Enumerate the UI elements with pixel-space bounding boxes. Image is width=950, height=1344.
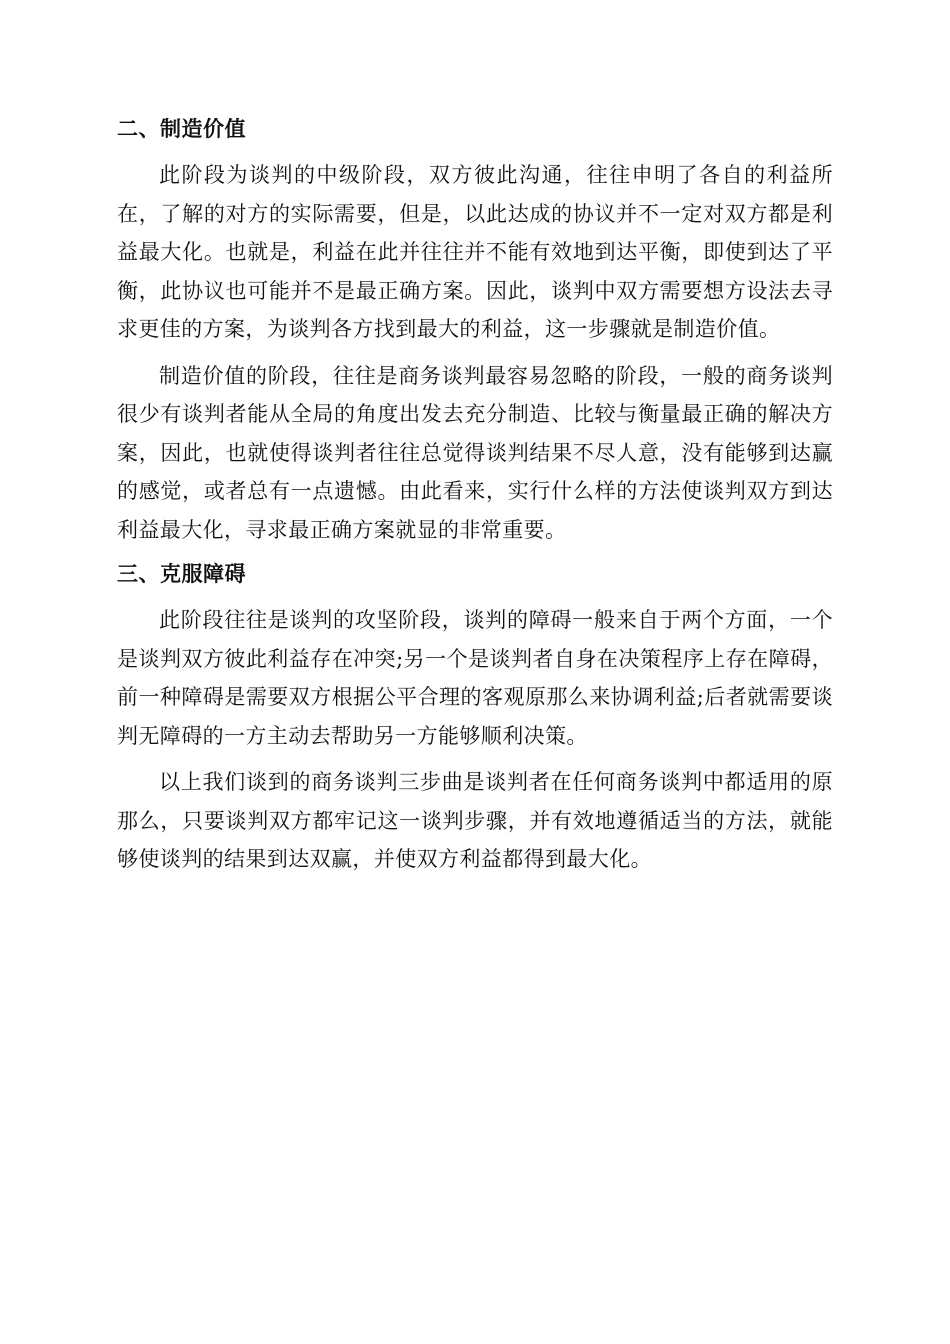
paragraph: 以上我们谈到的商务谈判三步曲是谈判者在任何商务谈判中都适用的原那么，只要谈判双方都牢记这一谈判步骤，并有效地遵循适当的方法，就能够使谈判的结果到达双赢，并使双方利益都得到最大化。 bbox=[117, 770, 833, 871]
paragraph: 此阶段往往是谈判的攻坚阶段，谈判的障碍一般来自于两个方面，一个是谈判双方彼此利益存在冲突;另一个是谈判者自身在决策程序上存在障碍，前一种障碍是需要双方根据公平合理的客观原那么来协调利益;后者就需要谈判无障碍的一方主动去帮助另一方能够顺利决策。 bbox=[117, 608, 833, 748]
document-body bbox=[117, 112, 833, 887]
paragraph: 制造价值的阶段，往往是商务谈判最容易忽略的阶段，一般的商务谈判很少有谈判者能从全局的角度出发去充分制造、比较与衡量最正确的解决方案，因此，也就使得谈判者往往总觉得谈判结果不尽人意，没有能够到达赢的感觉，或者总有一点遗憾。由此看来，实行什么样的方法使谈判双方到达利益最大化，寻求最正确方案就显的非常重要。 bbox=[117, 363, 833, 542]
paragraph: 此阶段为谈判的中级阶段，双方彼此沟通，往往申明了各自的利益所在，了解的对方的实际需要，但是，以此达成的协议并不一定对双方都是利益最大化。也就是，利益在此并往往并不能有效地到达平衡，即使到达了平衡，此协议也可能并不是最正确方案。因此，谈判中双方需要想方设法去寻求更佳的方案，为谈判各方找到最大的利益，这一步骤就是制造价值。 bbox=[117, 163, 833, 341]
section-heading: 三、克服障碍 bbox=[117, 562, 246, 586]
section-overcome-obstacles bbox=[117, 557, 833, 879]
section-create-value bbox=[117, 112, 833, 549]
section-heading: 二、制造价值 bbox=[117, 117, 246, 141]
